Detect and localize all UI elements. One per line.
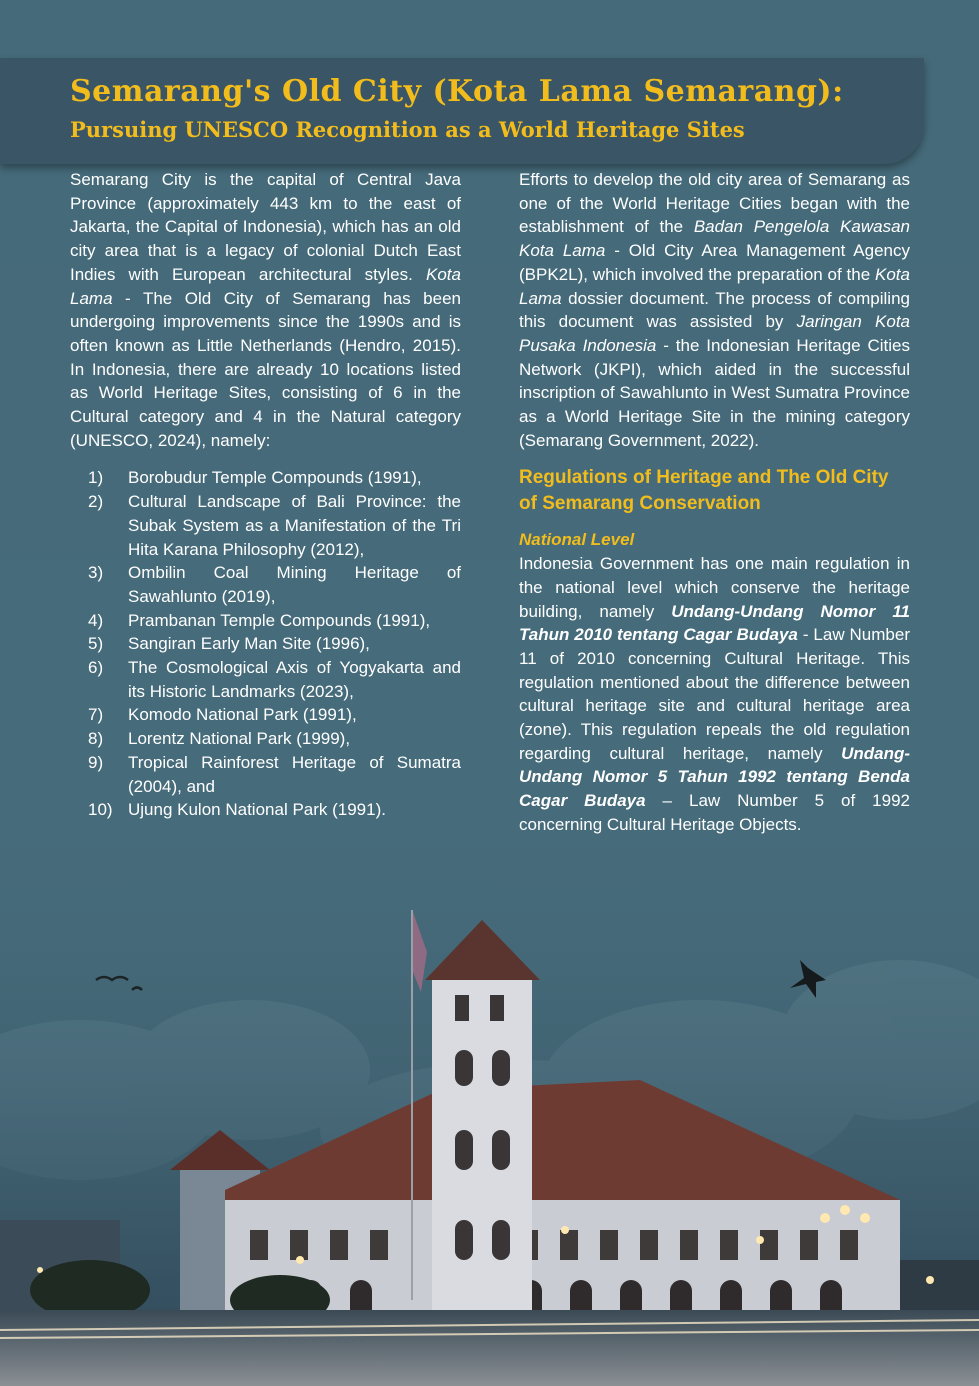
list-item-text: Lorentz National Park (1999), xyxy=(128,729,351,749)
list-item-number: 9) xyxy=(88,752,104,772)
list-item-number: 7) xyxy=(88,705,104,725)
emphasis-text: Badan Pengelola Kawasan Kota Lama xyxy=(519,217,910,261)
text-run: - Old City Area Management Agency (BPK2L), which involved the preparation of the xyxy=(519,241,910,284)
text-run: – Law Number 5 of 1992 concerning Cultural Heritage Objects. xyxy=(519,791,910,834)
emphasis-text: Undang-Undang Nomor 11 Tahun 2010 tentang Cagar Budaya xyxy=(519,601,910,645)
list-item-text: Ujung Kulon National Park (1991). xyxy=(128,800,386,820)
list-item xyxy=(70,632,461,656)
text-run: - Law Number 11 of 2010 concerning Cultural Heritage. This regulation mentioned about the difference between cultural heritage site and cultural heritage area (zone). This regulation repeals the old regulation regarding cultural heritage, namely xyxy=(519,625,910,763)
emphasis-text: Kota Lama xyxy=(70,264,461,308)
emphasis-text: Undang-Undang Nomor 5 Tahun 1992 tentang Benda Cagar Budaya xyxy=(519,743,910,811)
intro-paragraph xyxy=(70,168,461,452)
text-run: Efforts to develop the old city area of Semarang as one of the World Heritage Cities began with the establishment of the xyxy=(519,170,910,237)
text-run: dossier document. The process of compiling this document was assisted by xyxy=(519,288,910,332)
section-heading: Regulations of Heritage and The Old City of Semarang Conservation xyxy=(519,467,889,515)
text-run: Semarang City is the capital of Central Java Province (approximately 443 km to the east of Jakarta, the Capital of Indonesia), which has an old city area that is a legacy of colonial Dutch East Indies with European architectural styles. xyxy=(70,170,461,284)
page-subtitle: Pursuing UNESCO Recognition as a World Heritage Sites xyxy=(70,117,745,142)
list-item xyxy=(70,727,461,751)
list-item-text: Sangiran Early Man Site (1996), xyxy=(128,634,370,654)
text-run: - The Old City of Semarang has been undergoing improvements since the 1990s and is often known as Little Netherlands (Hendro, 2015). In Indonesia, there are already 10 locations listed as World Heritage Sites, consisting of 6 in the Cultural category and 4 in the Natural category (UNESCO, 2024), namely: xyxy=(70,288,461,450)
list-item-number: 2) xyxy=(88,492,104,512)
list-item-text: Borobudur Temple Compounds (1991), xyxy=(128,468,422,488)
list-item xyxy=(70,703,461,727)
list-item-number: 6) xyxy=(88,658,104,678)
list-item xyxy=(70,751,461,798)
heritage-site-list xyxy=(70,466,461,822)
list-item xyxy=(70,561,461,608)
right-column xyxy=(519,168,910,837)
national-paragraph xyxy=(519,552,910,836)
list-item-number: 8) xyxy=(88,729,104,749)
list-item-number: 5) xyxy=(88,634,104,654)
list-item-number: 1) xyxy=(88,468,104,488)
text-run: - the Indonesian Heritage Cities Network (JKPI), which aided in the successful inscription of Sawahlunto in West Sumatra Province as a World Heritage Site in the mining category (Semarang Government, 2022). xyxy=(519,335,911,450)
list-item-text: Komodo National Park (1991), xyxy=(128,705,357,725)
list-item xyxy=(70,466,461,490)
list-item-text: Prambanan Temple Compounds (1991), xyxy=(128,610,431,630)
left-column xyxy=(70,168,461,822)
list-item-text: Cultural Landscape of Bali Province: the Subak System as a Manifestation of the Tri Hita Karana Philosophy (2012), xyxy=(128,492,461,559)
list-item xyxy=(70,798,461,822)
text-run: Indonesia Government has one main regulation in the national level which conserve the heritage building, namely xyxy=(519,554,910,621)
list-item xyxy=(70,490,461,561)
emphasis-text: Kota Lama xyxy=(519,264,910,308)
list-item xyxy=(70,609,461,633)
list-item-text: Tropical Rainforest Heritage of Sumatra (2004), and xyxy=(128,752,461,796)
list-item-number: 4) xyxy=(88,610,104,630)
list-item xyxy=(70,656,461,703)
efforts-paragraph xyxy=(519,168,910,452)
level-heading: National Level xyxy=(519,530,635,550)
list-item-number: 3) xyxy=(88,563,104,583)
page-title: Semarang's Old City (Kota Lama Semarang): xyxy=(70,74,844,109)
old-city-building-illustration xyxy=(0,900,979,1386)
emphasis-text: Jaringan Kota Pusaka Indonesia xyxy=(519,312,910,355)
list-item-text: Ombilin Coal Mining Heritage of Sawahlunto (2019), xyxy=(128,563,461,606)
list-item-number: 10) xyxy=(88,800,113,820)
list-item-text: The Cosmological Axis of Yogyakarta and its Historic Landmarks (2023), xyxy=(128,658,461,701)
